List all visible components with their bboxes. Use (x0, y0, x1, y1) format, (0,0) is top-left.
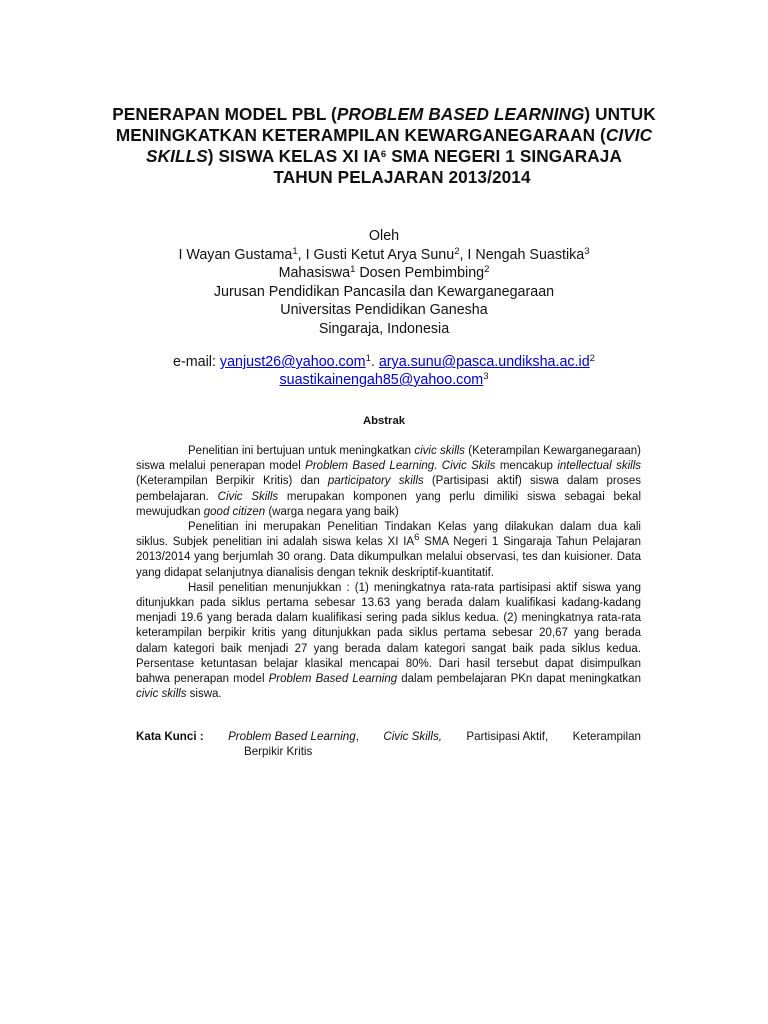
author-name: I Wayan Gustama (178, 246, 293, 263)
abstract-text: (Partisipasi aktif) siswa dalam proses pembelajaran. (136, 475, 641, 503)
keyword-item: Partisipasi Aktif, (466, 730, 549, 743)
author-block (100, 227, 668, 339)
title-text: ) SISWA KELAS XI IA (207, 146, 381, 166)
abstract-italic: Civic Skills (217, 490, 279, 503)
abstract-italic: participatory skills (327, 475, 424, 488)
author-roles (100, 264, 668, 283)
abstract-text: siswa. (186, 688, 222, 701)
title-text: MENINGKATKAN KETERAMPILAN KEWARGANEGARAAN ( (115, 125, 606, 145)
email-separator: . (370, 354, 379, 370)
abstract-italic: civic skills (136, 688, 187, 701)
keyword-item (228, 729, 359, 744)
keyword-item: Keterampilan (572, 730, 641, 743)
abstract-text: Hasil penelitian menunjukkan : (1) meningkatnya rata-rata partisipasi aktif siswa yang ditunjukkan pada siklus pertama sebesar 13.63 yang berada dalam kualifikasi kadang-kadang menjadi 19.6 yang berada dalam kualifikasi sering pada siklus kedua. (2) meningkatnya rata-rata keterampilan berpikir kritis yang ditunjukkan pada siklus pertama sebesar 20,67 yang berada dalam kategori baik menjadi 27 yang berada dalam kategori sangat baik pada siklus kedua. Persentase ketuntasan belajar klasikal mencapai 80%. Dari hasil tersebut dapat disimpulkan bahwa penerapan model (136, 581, 641, 686)
title-text: ) UNTUK (584, 104, 656, 124)
title-italic-text: SKILLS (146, 146, 208, 166)
abstract-body (136, 444, 641, 702)
role-superscript: 2 (484, 264, 490, 276)
department: Jurusan Pendidikan Pancasila dan Kewarganegaraan (213, 283, 555, 300)
abstract-paragraph-3 (136, 581, 641, 703)
role-text: Mahasiswa (278, 265, 351, 282)
abstract-heading: Abstrak (362, 415, 406, 427)
abstract-italic: Problem Based Learning (268, 673, 398, 686)
title-text: PENERAPAN MODEL PBL ( (112, 104, 337, 124)
author-name: , I Gusti Ketut Arya Sunu (297, 246, 455, 263)
keyword-italic: Problem Based Learning (228, 730, 356, 743)
keyword-italic: Civic Skills, (383, 730, 442, 743)
abstract-italic: Problem Based Learning. Civic Skils (305, 460, 496, 473)
abstract-italic: good citizen (203, 505, 266, 518)
abstract-paragraph-1 (136, 444, 641, 520)
title-italic-text: PROBLEM BASED LEARNING (336, 104, 585, 124)
title-superscript: 6 (380, 149, 387, 160)
keywords-line-1 (136, 729, 641, 744)
role-superscript: 1 (350, 264, 356, 276)
title-line-1 (100, 104, 668, 125)
oleh-label: Oleh (368, 228, 400, 244)
email-superscript: 2 (589, 353, 595, 364)
email-block (100, 353, 668, 389)
abstract-text: mencakup (495, 460, 558, 473)
abstract-text: (warga negara yang baik) (265, 505, 399, 518)
title-line-3 (100, 146, 668, 167)
paper-title (100, 104, 668, 188)
abstract-text: dalam pembelajaran PKn dapat meningkatkan (397, 673, 641, 686)
abstract-text: (Keterampilan Kewarganegaraan) siswa melalui penerapan model (136, 445, 641, 473)
author-names (100, 246, 668, 265)
email-line-1 (100, 353, 668, 371)
abstract-text: Penelitian ini bertujuan untuk meningkatkan (188, 445, 415, 457)
author-superscript: 2 (454, 245, 460, 257)
keywords-label: Kata Kunci : (136, 730, 204, 743)
email-link-3[interactable]: suastikainengah85@yahoo.com (279, 372, 484, 388)
email-line-2 (100, 371, 668, 389)
city: Singaraja, Indonesia (318, 320, 450, 337)
email-superscript: 1 (365, 353, 371, 364)
university: Universitas Pendidikan Ganesha (280, 302, 488, 319)
title-line-2 (100, 125, 668, 146)
email-link-1[interactable]: yanjust26@yahoo.com (219, 354, 366, 370)
email-label: e-mail: (173, 354, 220, 370)
author-superscript: 1 (292, 245, 298, 257)
abstract-text: Penelitian ini merupakan Penelitian Tindakan Kelas yang dilakukan dalam dua kali siklus. Subjek penelitian ini adalah siswa kelas XI IA (136, 521, 641, 549)
abstract-paragraph-2 (136, 520, 641, 581)
abstract-text: SMA Negeri 1 Singaraja Tahun Pelajaran 2013/2014 yang berjumlah 30 orang. Data dikumpulkan melalui observasi, tes dan kuisioner. Data yang didapat selanjutnya dianalisis dengan teknik deskriptif-kuantitatif. (136, 536, 642, 579)
role-text: Dosen Pembimbing (355, 265, 485, 282)
keywords-line-2: Berpikir Kritis (244, 745, 313, 759)
abstract-text: merupakan komponen yang perlu dimiliki siswa sebagai bekal mewujudkan (136, 490, 641, 518)
keyword-separator: , (355, 730, 359, 743)
abstract-italic: civic skills (414, 445, 465, 457)
title-line-4: TAHUN PELAJARAN 2013/2014 (273, 167, 531, 187)
abstract-italic: intellectual skills (557, 460, 641, 473)
title-text: SMA NEGERI 1 SINGARAJA (386, 146, 622, 166)
author-name: , I Nengah Suastika (459, 246, 585, 263)
keywords-block (136, 729, 641, 759)
author-superscript: 3 (584, 245, 590, 257)
email-superscript: 3 (483, 371, 489, 382)
abstract-text: (Keterampilan Berpikir Kritis) dan (136, 475, 328, 488)
email-link-2[interactable]: arya.sunu@pasca.undiksha.ac.id (378, 354, 590, 370)
title-italic-text: CIVIC (605, 125, 653, 145)
abstract-superscript: 6 (414, 532, 420, 544)
